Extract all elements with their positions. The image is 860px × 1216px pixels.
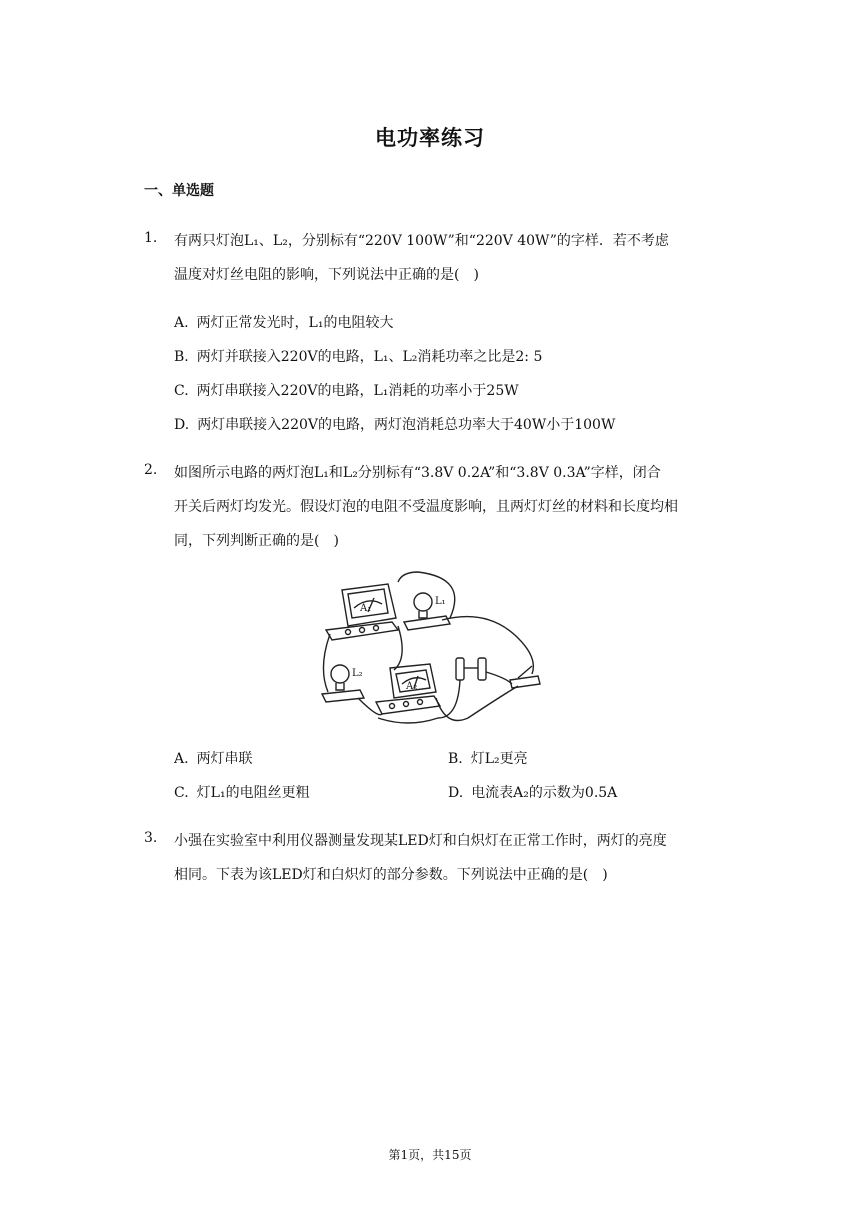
option-text: 两灯串联接入220V的电路，两灯泡消耗总功率大于40W小于100W (197, 417, 616, 433)
option-letter: A. (174, 315, 189, 331)
label-l2: L₂ (352, 668, 363, 679)
option-letter: C. (174, 785, 189, 801)
battery (456, 658, 464, 680)
page-footer: 第1页，共15页 (388, 1148, 472, 1162)
option-a[interactable] (174, 312, 393, 332)
option-text: 灯L₁的电阻丝更粗 (196, 785, 310, 801)
option-letter: A. (174, 751, 189, 767)
option-d[interactable] (174, 414, 615, 434)
circuit-diagram (318, 568, 548, 734)
option-c[interactable] (174, 380, 519, 400)
question-text-line: 如图所示电路的两灯泡L₁和L₂分别标有“3.8V 0.2A”和“3.8V 0.3A”字样，闭合 (174, 465, 661, 481)
option-letter: D. (448, 785, 464, 801)
option-text: 两灯并联接入220V的电路，L₁、L₂消耗功率之比是2: 5 (196, 349, 543, 365)
option-text: 两灯串联接入220V的电路，L₁消耗的功率小于25W (196, 383, 519, 399)
label-a1: A₁ (360, 603, 372, 614)
question-text-line: 开关后两灯均发光。假设灯泡的电阻不受温度影响，且两灯灯丝的材料和长度均相 (174, 499, 678, 515)
switch-base (510, 676, 540, 688)
question-text-line: 同，下列判断正确的是( ) (174, 533, 339, 549)
section-heading: 一、单选题 (144, 183, 214, 199)
bulb-l2-glass (331, 665, 349, 683)
label-a2: A₂ (406, 681, 418, 692)
question-text-line: 小强在实验室中利用仪器测量发现某LED灯和白炽灯在正常工作时，两灯的亮度 (174, 833, 667, 849)
question-text-line: 温度对灯丝电阻的影响，下列说法中正确的是( ) (174, 267, 479, 283)
option-b[interactable] (448, 748, 528, 768)
page-title: 电功率练习 (375, 126, 485, 150)
option-letter: B. (174, 349, 189, 365)
ammeter-a1-base (326, 622, 398, 640)
option-b[interactable] (174, 346, 542, 366)
option-letter: B. (448, 751, 463, 767)
question-text-line: 相同。下表为该LED灯和白炽灯的部分参数。下列说法中正确的是( ) (174, 867, 608, 883)
question-text-line: 有两只灯泡L₁、L₂，分别标有“220V 100W”和“220V 40W”的字样．若不考虑 (174, 233, 669, 249)
bulb-l1-glass (414, 593, 432, 611)
bulb-l1-base (404, 616, 450, 630)
option-text: 灯L₂更亮 (470, 751, 528, 767)
option-letter: D. (174, 417, 190, 433)
question-number: 1. (144, 230, 158, 246)
option-text: 电流表A₂的示数为0.5A (471, 785, 618, 801)
option-text: 两灯串联 (196, 751, 253, 767)
battery (478, 658, 486, 680)
label-l1: L₁ (435, 596, 446, 607)
option-a[interactable] (174, 748, 253, 768)
option-letter: C. (174, 383, 189, 399)
option-c[interactable] (174, 782, 310, 802)
question-number: 3. (144, 830, 158, 846)
option-d[interactable] (448, 782, 617, 802)
option-text: 两灯正常发光时，L₁的电阻较大 (196, 315, 394, 331)
question-number: 2. (144, 462, 158, 478)
